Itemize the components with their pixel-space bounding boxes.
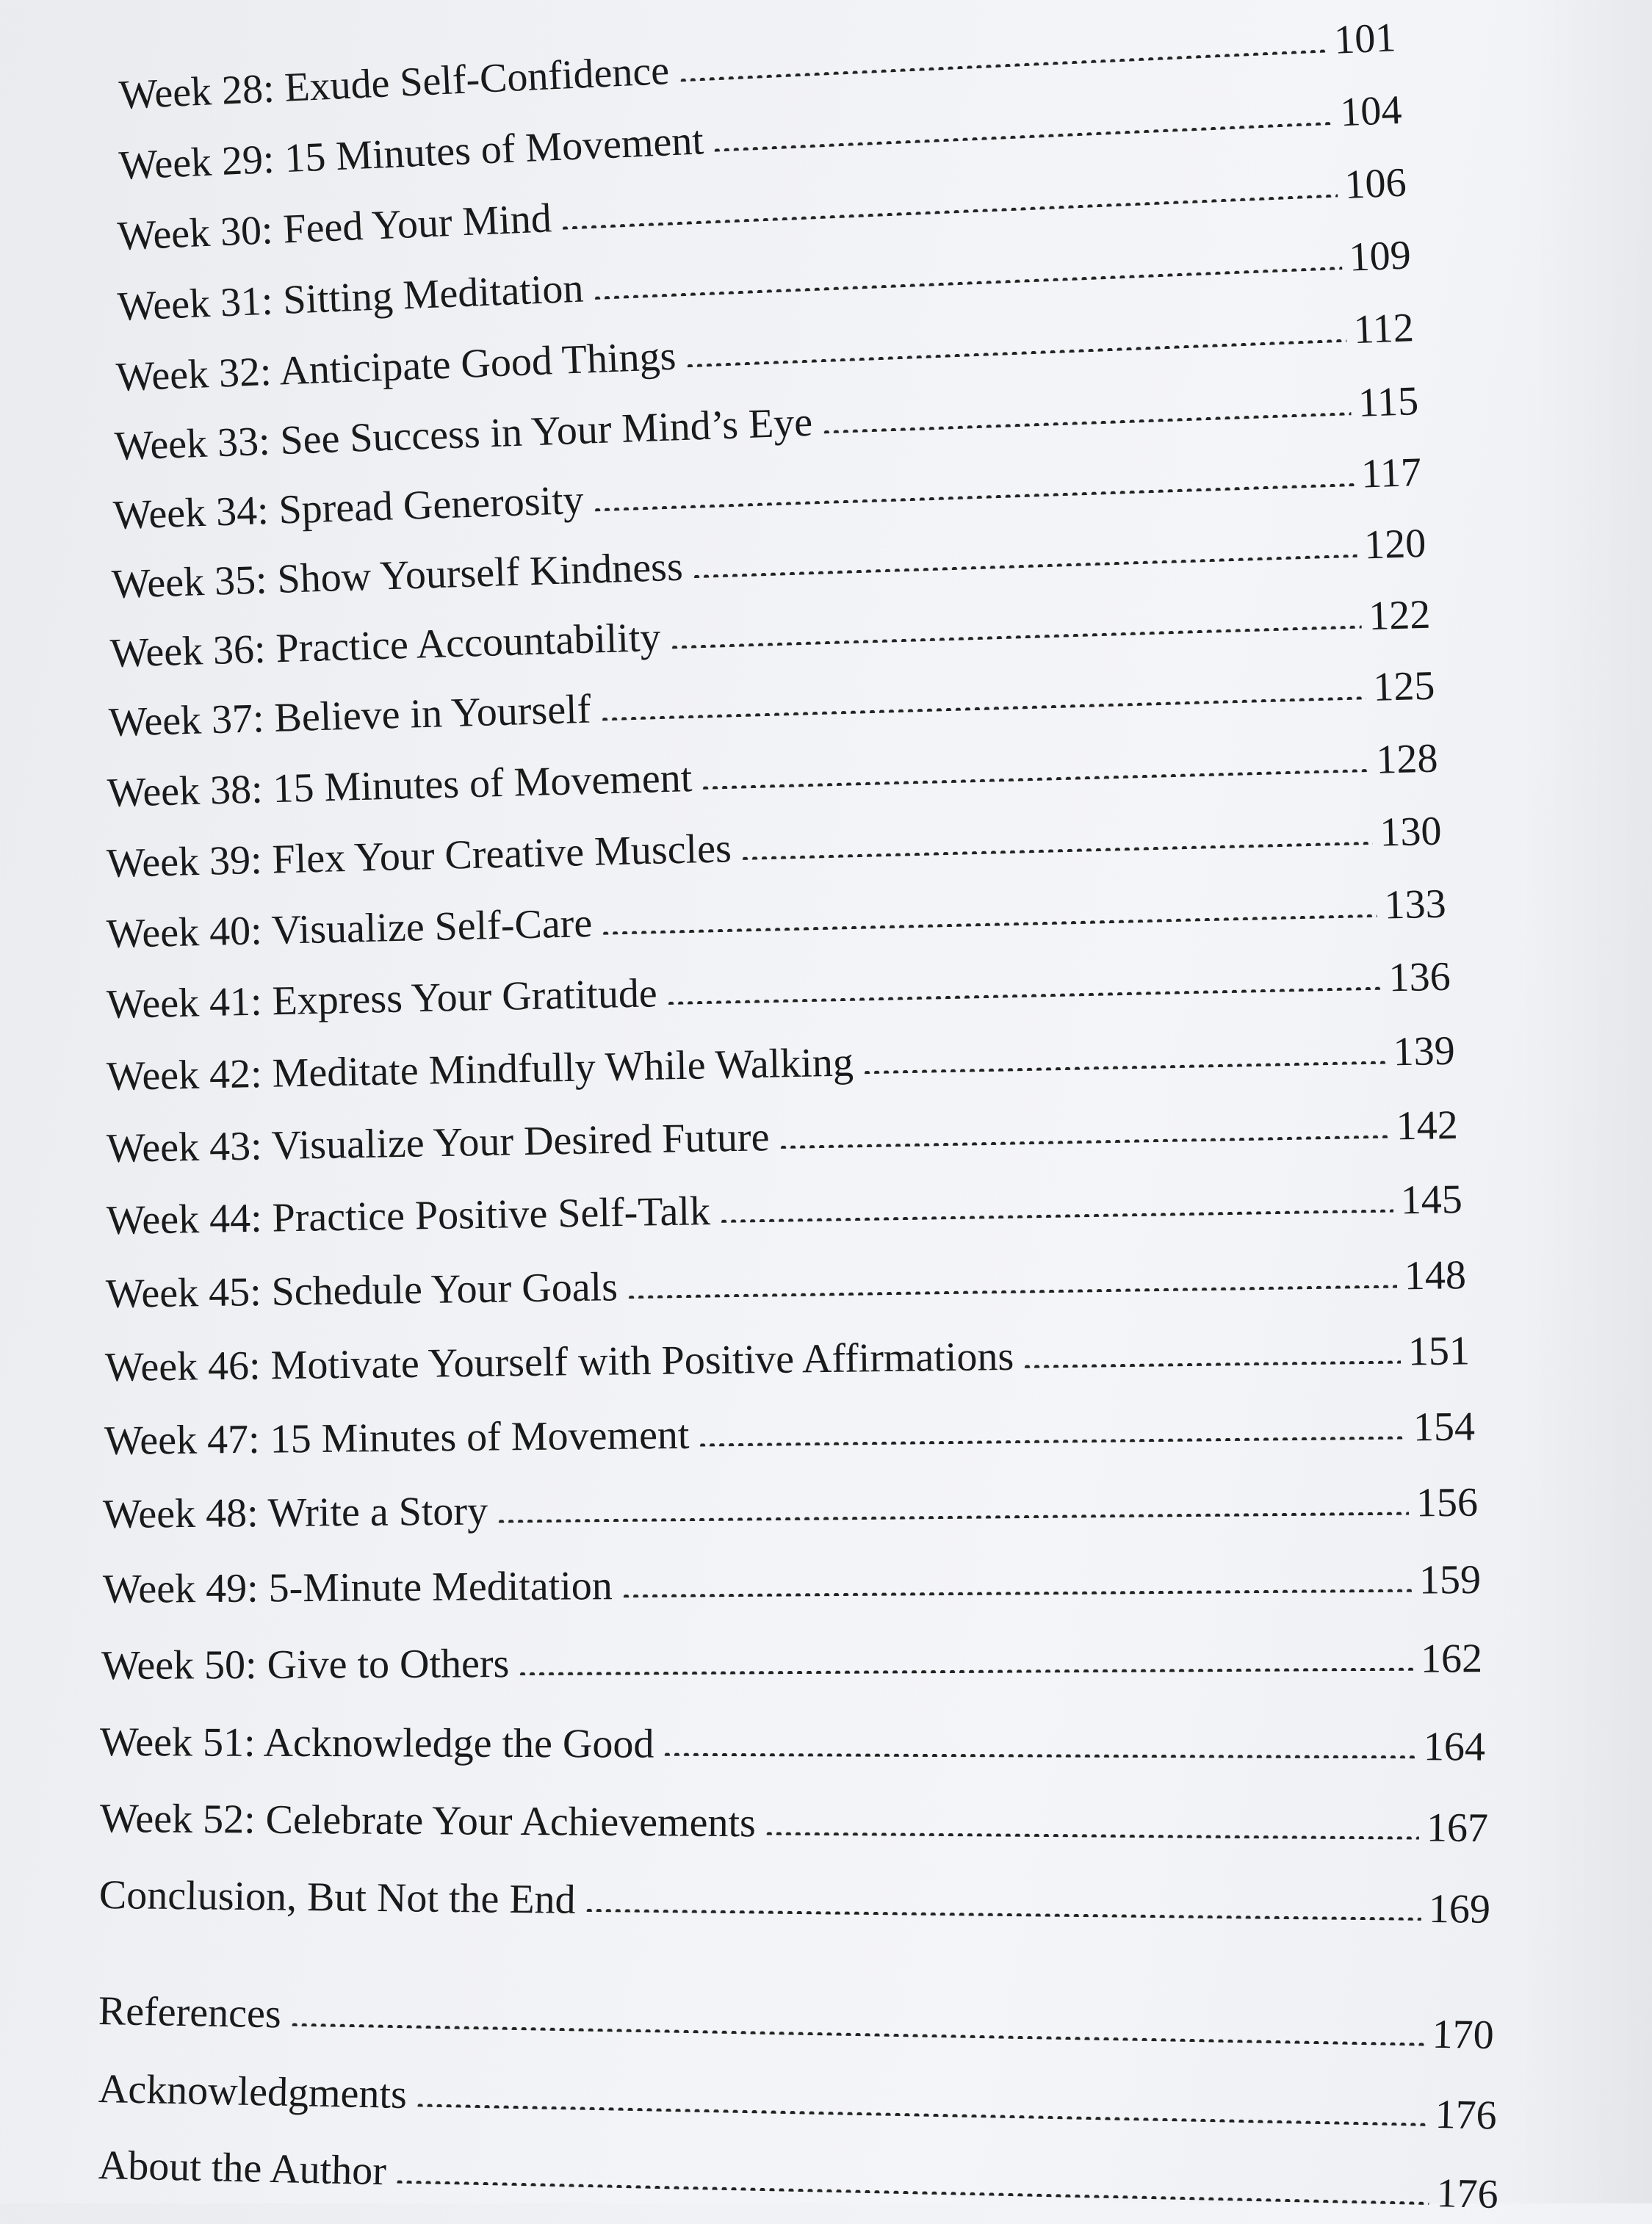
dot-leader (601, 914, 1377, 935)
dot-leader (663, 1753, 1416, 1759)
toc-entry-title: Week 49: 5-Minute Meditation (102, 1563, 613, 1612)
toc-entry-title: Week 31: Sitting Meditation (116, 265, 585, 330)
toc-entry-title: Week 40: Visualize Self-Care (106, 900, 593, 957)
toc-entry-title: Conclusion, But Not the End (98, 1872, 576, 1923)
toc-entry-page: 125 (1372, 662, 1436, 710)
dot-leader (518, 1668, 1413, 1675)
toc-entry-page: 156 (1415, 1479, 1479, 1526)
toc-entry-title: Week 45: Schedule Your Goals (105, 1264, 618, 1317)
toc-entry-page: 151 (1407, 1328, 1471, 1375)
dot-leader (713, 122, 1333, 152)
toc-entry-page: 145 (1400, 1177, 1463, 1224)
toc-entry-title: Week 32: Anticipate Good Things (115, 333, 677, 400)
toc-entry-title: Week 29: 15 Minutes of Movement (118, 118, 705, 189)
toc-entry-page: 122 (1368, 591, 1432, 640)
toc-entry-page: 133 (1383, 881, 1447, 928)
dot-leader (740, 842, 1373, 860)
dot-leader (699, 1436, 1407, 1446)
toc-entry-page: 106 (1343, 159, 1407, 208)
toc-entry-acknowledgments[interactable] (98, 2059, 1497, 2145)
toc-entry-page: 136 (1388, 953, 1451, 1001)
toc-entry-title: Week 34: Spread Generosity (112, 477, 585, 538)
toc-entry-page: 128 (1375, 735, 1439, 783)
toc-entry-title: Week 46: Motivate Yourself with Positive Affirmations (104, 1333, 1014, 1390)
toc-entry-about-the-author[interactable] (98, 2136, 1498, 2224)
dot-leader (701, 769, 1369, 790)
toc-entry-page: 167 (1426, 1805, 1489, 1852)
toc-entry-week-41[interactable] (106, 947, 1451, 1034)
toc-entry-title: Week 28: Exude Self-Confidence (118, 48, 671, 118)
toc-entry-page: 115 (1357, 378, 1419, 426)
dot-leader (666, 987, 1382, 1005)
toc-entry-title: Week 41: Express Your Gratitude (106, 970, 658, 1028)
toc-entry-title: Acknowledgments (98, 2066, 408, 2118)
dot-leader (862, 1061, 1386, 1075)
toc-entry-title: Week 47: 15 Minutes of Movement (104, 1412, 690, 1464)
dot-leader (593, 483, 1355, 511)
toc-entry-week-46[interactable] (105, 1321, 1471, 1397)
dot-leader (765, 1832, 1419, 1839)
toc-entry-week-44[interactable] (106, 1170, 1462, 1250)
dot-leader (600, 696, 1366, 721)
toc-entry-references[interactable] (98, 1982, 1494, 2065)
dot-leader (719, 1209, 1393, 1222)
toc-entry-page: 139 (1393, 1028, 1456, 1075)
toc-entry-title: Week 44: Practice Positive Self-Talk (106, 1188, 711, 1243)
dot-leader (692, 555, 1357, 578)
toc-entry-page: 148 (1404, 1252, 1467, 1299)
toc-entry-title: Week 35: Show Yourself Kindness (111, 544, 684, 607)
toc-entry-page: 154 (1413, 1404, 1476, 1451)
toc-entry-title: Week 48: Write a Story (102, 1488, 488, 1537)
dot-leader (593, 267, 1343, 300)
toc-entry-page: 170 (1432, 2011, 1495, 2059)
toc-entry-week-49[interactable] (103, 1550, 1482, 1619)
toc-entry-week-47[interactable] (104, 1397, 1476, 1470)
toc-entry-page: 159 (1418, 1556, 1482, 1603)
toc-entry-page: 104 (1339, 87, 1403, 136)
toc-entry-title: Week 42: Meditate Mindfully While Walking (106, 1039, 854, 1100)
toc-entry-week-48[interactable] (103, 1473, 1479, 1544)
toc-entry-conclusion[interactable] (99, 1866, 1491, 1939)
dot-leader (621, 1589, 1412, 1598)
toc-entry-page: 164 (1423, 1724, 1486, 1770)
toc-entry-week-50[interactable] (101, 1629, 1482, 1695)
toc-entry-page: 142 (1396, 1102, 1459, 1149)
dot-leader (395, 2180, 1429, 2204)
toc-entry-page: 176 (1435, 2091, 1498, 2139)
dot-leader (497, 1512, 1409, 1523)
dot-leader (560, 194, 1338, 229)
dot-leader (678, 49, 1327, 82)
toc-entry-week-45[interactable] (105, 1246, 1466, 1324)
toc-entry-title: Week 38: 15 Minutes of Movement (107, 755, 693, 816)
toc-entry-week-43[interactable] (106, 1096, 1458, 1178)
toc-entry-week-52[interactable] (100, 1789, 1489, 1857)
toc-entry-title: Week 30: Feed Your Mind (116, 195, 553, 259)
toc-entry-page: 130 (1379, 808, 1443, 856)
toc-entry-title: About the Author (98, 2142, 387, 2195)
dot-leader (821, 412, 1351, 433)
toc-entry-page: 162 (1420, 1636, 1483, 1682)
toc-entry-title: Week 37: Believe in Yourself (108, 686, 592, 745)
dot-leader (1022, 1360, 1401, 1368)
toc-entry-title: Week 36: Practice Accountability (109, 614, 662, 676)
toc-entry-page: 109 (1348, 232, 1412, 281)
dot-leader (584, 1909, 1421, 1921)
toc-entry-page: 169 (1428, 1885, 1491, 1932)
toc-entry-week-51[interactable] (100, 1713, 1485, 1777)
dot-leader (627, 1285, 1397, 1299)
toc-entry-page: 101 (1332, 15, 1397, 63)
toc-entry-title: Week 50: Give to Others (101, 1641, 510, 1689)
toc-entry-page: 176 (1435, 2170, 1499, 2217)
dot-leader (416, 2104, 1428, 2126)
toc-entry-title: Week 52: Celebrate Your Achievements (99, 1796, 757, 1846)
toc-entry-page: 120 (1363, 520, 1427, 568)
toc-entry-page: 112 (1352, 305, 1415, 353)
dot-leader (685, 339, 1347, 368)
dot-leader (289, 2023, 1424, 2046)
toc-entry-week-42[interactable] (106, 1022, 1455, 1106)
dot-leader (670, 625, 1362, 649)
toc-entry-page: 117 (1360, 449, 1423, 497)
toc-entry-title: Week 33: See Success in Your Mind’s Eye (113, 399, 814, 469)
dot-leader (779, 1136, 1389, 1149)
toc-entry-title: Week 39: Flex Your Creative Muscles (106, 826, 732, 887)
toc-entry-title: References (98, 1988, 282, 2037)
toc-entry-title: Week 43: Visualize Your Desired Future (106, 1114, 770, 1171)
toc-entry-title: Week 51: Acknowledge the Good (99, 1719, 654, 1767)
